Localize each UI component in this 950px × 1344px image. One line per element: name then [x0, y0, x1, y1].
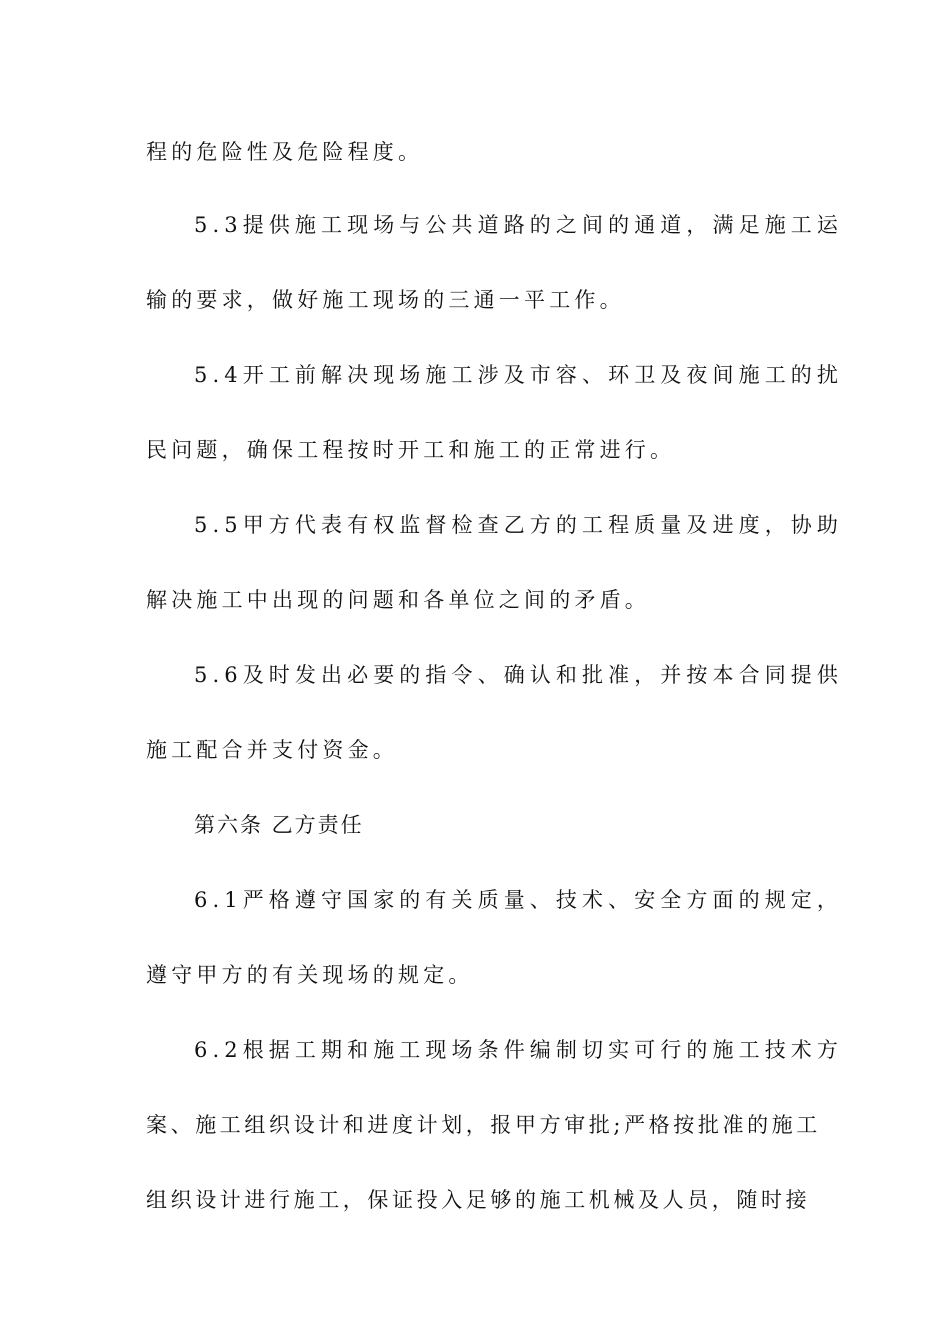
clause-5-5-line-1: 5.5甲方代表有权监督检查乙方的工程质量及进度，协助 [194, 513, 843, 537]
clause-5-4-line-2: 民问题，确保工程按时开工和施工的正常进行。 [146, 438, 676, 462]
text-line: 程的危险性及危险程度。 [146, 140, 424, 164]
clause-5-6-line-1: 5.6及时发出必要的指令、确认和批准，并按本合同提供 [194, 663, 843, 687]
clause-6-2-line-1: 6.2根据工期和施工现场条件编制切实可行的施工技术方 [194, 1038, 843, 1062]
clause-6-1-line-2: 遵守甲方的有关现场的规定。 [146, 963, 474, 987]
clause-6-2-line-2: 案、施工组织设计和进度计划，报甲方审批;严格按批准的施工 [146, 1113, 821, 1137]
clause-5-3-line-1: 5.3提供施工现场与公共道路的之间的通道，满足施工运 [194, 213, 843, 237]
clause-5-4-line-1: 5.4开工前解决现场施工涉及市容、环卫及夜间施工的扰 [194, 363, 843, 387]
clause-6-2-line-3: 组织设计进行施工，保证投入足够的施工机械及人员，随时接 [146, 1188, 811, 1212]
clause-5-5-line-2: 解决施工中出现的问题和各单位之间的矛盾。 [146, 588, 650, 612]
clause-5-6-line-2: 施工配合并支付资金。 [146, 738, 398, 762]
clause-5-3-line-2: 输的要求，做好施工现场的三通一平工作。 [146, 288, 625, 312]
section-heading-article-6: 第六条 乙方责任 [194, 813, 364, 837]
clause-6-1-line-1: 6.1严格遵守国家的有关质量、技术、安全方面的规定， [194, 888, 843, 912]
